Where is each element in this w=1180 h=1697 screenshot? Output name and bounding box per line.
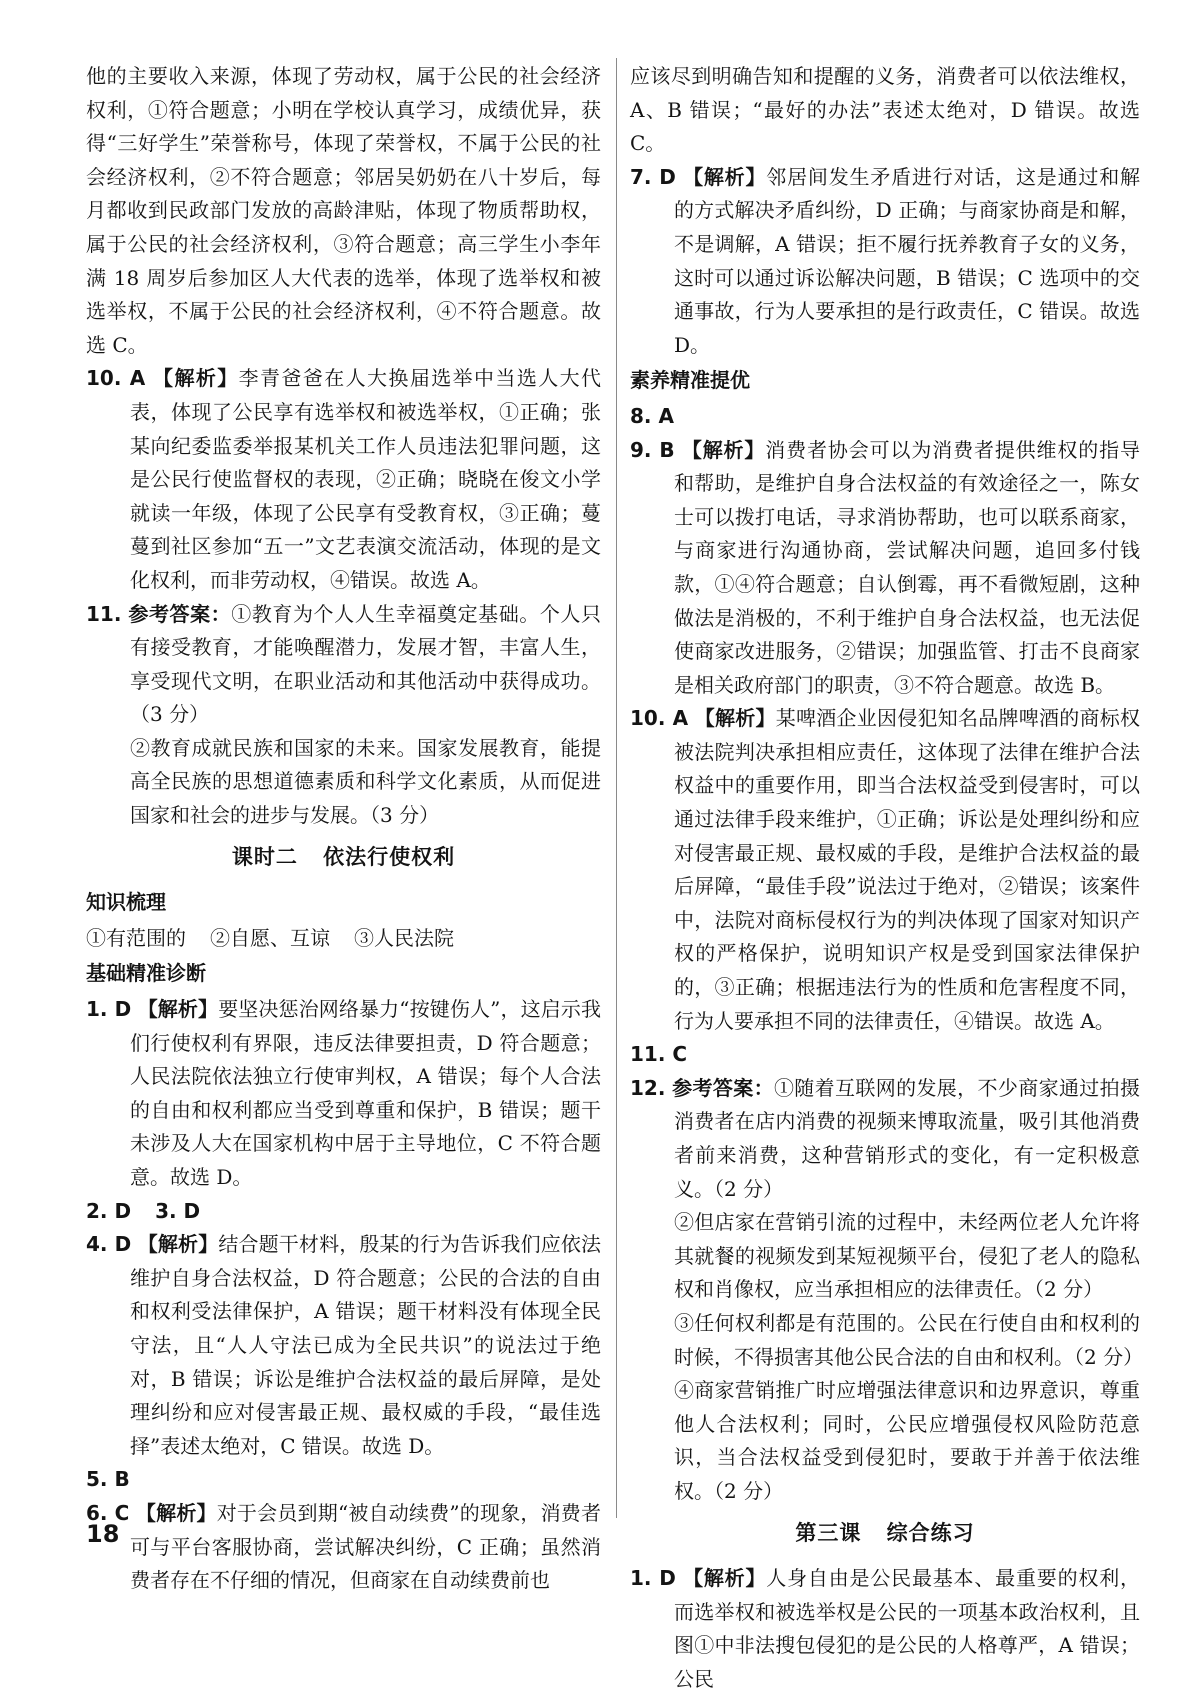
knowledge-answers	[86, 922, 601, 956]
answer-text: 消费者协会可以为消费者提供维权的指导和帮助，是维护自身合法权益的有效途径之一，陈女士可以拨打电话，寻求消协帮助，也可以联系商家，与商家进行沟通协商，尝试解决问题，追回多付钱款，①④符合题意；自认倒霉，再不看微短剧，这种做法是消极的，不利于维护自身合法权益，也无法促使商家改进服务，②错误；加强监管、打击不良商家是相关政府部门的职责，③不符合题意。故选 B。	[674, 437, 1141, 697]
answer-number: 1. D	[86, 997, 132, 1022]
answer-6	[86, 1497, 601, 1598]
knowledge-item: ②自愿、互谅	[210, 925, 330, 950]
analysis-tag: 【解析】	[694, 706, 776, 731]
answer-text: 结合题干材料，殷某的行为告诉我们应依法维护自身合法权益，D 符合题意；公民的合法的自由和权利受法律保护，A 错误；题干材料没有体现全民守法，且“人人守法已成为全民共识”的说法过于绝对，B 错误；诉讼是维护合法权益的最后屏障，是处理纠纷和应对侵害最正规、最权威的手段，“最佳选择”表述太绝对，C 错误。故选 D。	[130, 1232, 602, 1458]
lesson-title: 综合练习	[886, 1520, 975, 1545]
lesson-heading	[86, 841, 601, 875]
lesson-title: 依法行使权利	[323, 844, 456, 869]
answer-11	[630, 1038, 1140, 1072]
answer-5	[86, 1463, 601, 1497]
answer-7	[630, 161, 1140, 363]
answer-text: 邻居间发生矛盾进行对话，这是通过和解的方式解决矛盾纠纷，D 正确；与商家协商是和解，不是调解，A 错误；拒不履行抚养教育子女的义务，这时可以通过诉讼解决问题，B 错误；C 选项中的交通事故，行为人要承担的是行政责任，C 错误。故选 D。	[674, 164, 1141, 357]
answer-10	[630, 702, 1140, 1038]
section-heading-basic: 基础精准诊断	[86, 961, 206, 986]
lesson-number: 课时二	[231, 844, 298, 869]
answer-text: 对于会员到期“被自动续费”的现象，消费者可与平台客服协商，尝试解决纠纷，C 正确；虽然消费者存在不仔细的情况，但商家在自动续费前也	[130, 1500, 602, 1593]
left-column	[86, 60, 601, 1598]
answer-number: 1. D	[630, 1566, 676, 1591]
answer-12	[630, 1072, 1140, 1206]
answer-number: 11. C	[630, 1042, 688, 1067]
comprehensive-answer-1	[630, 1562, 1140, 1696]
answer-number: 9. B	[630, 437, 675, 462]
answer-12-part-2: ②但店家在营销引流的过程中，未经两位老人允许将其就餐的视频发到某短视频平台，侵犯了老人的隐私权和肖像权，应当承担相应的法律责任。（2 分）	[674, 1210, 1140, 1302]
answer-number: 8. A	[630, 403, 674, 428]
analysis-tag: 【解析】	[137, 1232, 219, 1257]
answer-4	[86, 1228, 601, 1463]
section-heading-knowledge: 知识梳理	[86, 890, 166, 915]
answer-text: 人身自由是公民最基本、最重要的权利，而选举权和被选举权是公民的一项基本政治权利，且图①中非法搜包侵犯的是公民的人格尊严，A 错误；公民	[674, 1566, 1141, 1691]
answer-number: 6. C	[86, 1500, 130, 1525]
answer-2-3	[86, 1195, 601, 1229]
reference-answer-tag: 参考答案：	[128, 601, 232, 626]
knowledge-item: ①有范围的	[86, 925, 186, 950]
answer-number: 3. D	[155, 1198, 201, 1223]
section-heading-advanced: 素养精准提优	[630, 368, 750, 393]
continued-paragraph: 应该尽到明确告知和提醒的义务，消费者可以依法维权，A、B 错误；“最好的办法”表述太绝对，D 错误。故选 C。	[630, 64, 1140, 156]
answer-number: 4. D	[86, 1232, 132, 1257]
answer-number: 12.	[630, 1075, 666, 1100]
knowledge-item: ③人民法院	[354, 925, 454, 950]
answer-12-part-4: ④商家营销推广时应增强法律意识和边界意识，尊重他人合法权利；同时，公民应增强侵权风险防范意识，当合法权益受到侵犯时，要敢于并善于依法维权。（2 分）	[674, 1378, 1140, 1503]
answer-12-part-3: ③任何权利都是有范围的。公民在行使自由和权利的时候，不得损害其他公民合法的自由和权利。（2 分）	[674, 1310, 1144, 1369]
answer-11	[86, 598, 601, 732]
analysis-tag: 【解析】	[137, 997, 219, 1022]
right-column	[630, 60, 1144, 1697]
answer-number: 11.	[86, 601, 122, 626]
answer-number: 2. D	[86, 1198, 132, 1223]
answer-9	[630, 434, 1140, 703]
answer-text: 李青爸爸在人大换届选举中当选人大代表，体现了公民享有选举权和被选举权，①正确；张某向纪委监委举报某机关工作人员违法犯罪问题，这是公民行使监督权的表现，②正确；晓晓在俊文小学就读一年级，体现了公民享有受教育权，③正确；蔓蔓到社区参加“五一”文艺表演交流活动，体现的是文化权利，而非劳动权，④错误。故选 A。	[130, 366, 602, 592]
analysis-tag: 【解析】	[683, 164, 767, 189]
answer-number: 10. A	[86, 366, 146, 391]
answer-text: 要坚决惩治网络暴力“按键伤人”，这启示我们行使权利有界限，违反法律要担责，D 符合题意；人民法院依法独立行使审判权，A 错误；每个人合法的自由和权利都应当受到尊重和保护，B 错误；题干未涉及人大在国家机构中居于主导地位，C 不符合题意。故选 D。	[130, 997, 601, 1189]
answer-number: 7. D	[630, 164, 676, 189]
answer-text: ①教育为个人人生幸福奠定基础。个人只有接受教育，才能唤醒潜力，发展才智，丰富人生，享受现代文明，在职业活动和其他活动中获得成功。（3 分）	[130, 601, 602, 727]
continued-paragraph: 他的主要收入来源，体现了劳动权，属于公民的社会经济权利，①符合题意；小明在学校认真学习，成绩优异，获得“三好学生”荣誉称号，体现了荣誉权，不属于公民的社会经济权利，②不符合题意；邻居吴奶奶在八十岁后，每月都收到民政部门发放的高龄津贴，体现了物质帮助权，属于公民的社会经济权利，③符合题意；高三学生小李年满 18 周岁后参加区人大代表的选举，体现了选举权和被选举权，不属于公民的社会经济权利，④不符合题意。故选 C。	[86, 64, 601, 357]
answer-1	[86, 993, 601, 1195]
lesson-heading	[630, 1517, 1140, 1551]
answer-10	[86, 362, 601, 597]
analysis-tag: 【解析】	[681, 437, 766, 462]
answer-text: ①随着互联网的发展，不少商家通过拍摄消费者在店内消费的视频来博取流量，吸引其他消费者前来消费，这种营销形式的变化，有一定积极意义。（2 分）	[674, 1075, 1141, 1201]
lesson-number: 第三课	[795, 1520, 862, 1545]
answer-text: 某啤酒企业因侵犯知名品牌啤酒的商标权被法院判决承担相应责任，这体现了法律在维护合法权益中的重要作用，即当合法权益受到侵害时，可以通过法律手段来维护，①正确；诉讼是处理纠纷和应对侵害最正规、最权威的手段，是维护合法权益的最后屏障，“最佳手段”说法过于绝对，②错误；该案件中，法院对商标侵权行为的判决体现了国家对知识产权的严格保护，说明知识产权是受到国家法律保护的，③正确；根据违法行为的性质和危害程度不同，行为人要承担不同的法律责任，④错误。故选 A。	[674, 706, 1141, 1033]
answer-8	[630, 400, 1140, 434]
answer-number: 10. A	[630, 706, 689, 731]
analysis-tag: 【解析】	[135, 1500, 217, 1525]
page-number: 18	[86, 1520, 120, 1548]
analysis-tag: 【解析】	[683, 1566, 767, 1591]
reference-answer-tag: 参考答案：	[672, 1075, 774, 1100]
answer-11-part-2: ②教育成就民族和国家的未来。国家发展教育，能提高全民族的思想道德素质和科学文化素质，从而促进国家和社会的进步与发展。（3 分）	[130, 735, 601, 828]
column-divider	[616, 58, 617, 1518]
answer-number: 5. B	[86, 1467, 130, 1492]
analysis-tag: 【解析】	[153, 366, 239, 391]
